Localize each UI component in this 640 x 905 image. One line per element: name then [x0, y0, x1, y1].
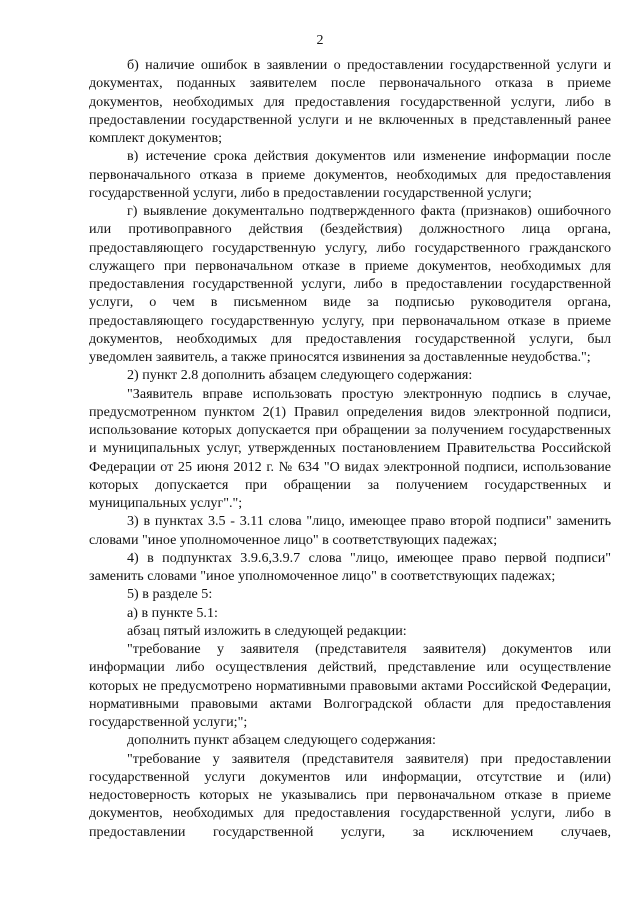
paragraph-g: г) выявление документально подтвержденного факта (признаков) ошибочного или противоправного действия (бездействия) должностного лица органа, предоставляющего государственную услугу, либо государственного гражданского служащего при первоначальном отказе в приеме документов, необходимых для предоставления государственной услуги, либо в предоставлении государственной услуги, о чем в письменном виде за подписью руководителя органа, предоставляющего государственную услугу, при первоначальном отказе в приеме документов, необходимых для предоставления государственной услуги, был уведомлен заявитель, а также приносятся извинения за доставленные неудобства."; — [89, 203, 611, 365]
paragraph-v: в) истечение срока действия документов или изменение информации после первоначального отказа в приеме документов, необходимых для предоставления государственной услуги, либо в предоставлении государственной услуги; — [89, 148, 611, 201]
item-3: 3) в пунктах 3.5 - 3.11 слова "лицо, имеющее право второй подписи" заменить словами "иное уполномоченное лицо" в соответствующих падежах; — [89, 513, 611, 548]
item-2: 2) пункт 2.8 дополнить абзацем следующего содержания: — [127, 367, 473, 384]
subitem-a: а) в пункте 5.1: — [127, 604, 218, 621]
item-4: 4) в подпунктах 3.9.6,3.9.7 слова "лицо, имеющее право первой подписи" заменить словами "иное уполномоченное лицо" в соответствующих падежах; — [89, 549, 611, 584]
document-body — [89, 56, 611, 841]
instruction-paragraph-five: абзац пятый изложить в следующей редакции: — [127, 622, 407, 639]
quoted-paragraph-requirement-2: "требование у заявителя (представителя заявителя) при предоставлении государственной услуги документов или информации, отсутствие и (или) недостоверность которых не указывались при первоначальном отказе в приеме документов, необходимых для предоставления государственной услуги, либо в предоставлении государственной услуги, за исключением случаев, — [89, 750, 611, 840]
quoted-paragraph-requirement-1: "требование у заявителя (представителя заявителя) документов или информации либо осуществления действий, представление или осуществление которых не предусмотрено нормативными правовыми актами Российской Федерации, нормативными правовыми актами Волгоградской области для предоставления государственной услуги;"; — [89, 641, 611, 730]
instruction-add-paragraph: дополнить пункт абзацем следующего содержания: — [127, 732, 436, 749]
item-5: 5) в разделе 5: — [127, 586, 213, 603]
paragraph-b: б) наличие ошибок в заявлении о предоставлении государственной услуги и документах, поданных заявителем после первоначального отказа в приеме документов, необходимых для предоставления государственной услуги, либо в предоставлении государственной услуги и не включенных в представленный ранее комплект документов; — [89, 57, 611, 146]
quoted-paragraph-signature: "Заявитель вправе использовать простую электронную подпись в случае, предусмотренном пунктом 2(1) Правил определения видов электронной подписи, использование которых допускается при обращении за получением государственных и муниципальных услуг, утвержденных постановлением Правительства Российской Федерации от 25 июня 2012 г. № 634 "О видах электронной подписи, использование которых допускается при обращении за получением государственных и муниципальных услуг"."; — [89, 385, 611, 511]
page-number: 2 — [316, 33, 324, 48]
